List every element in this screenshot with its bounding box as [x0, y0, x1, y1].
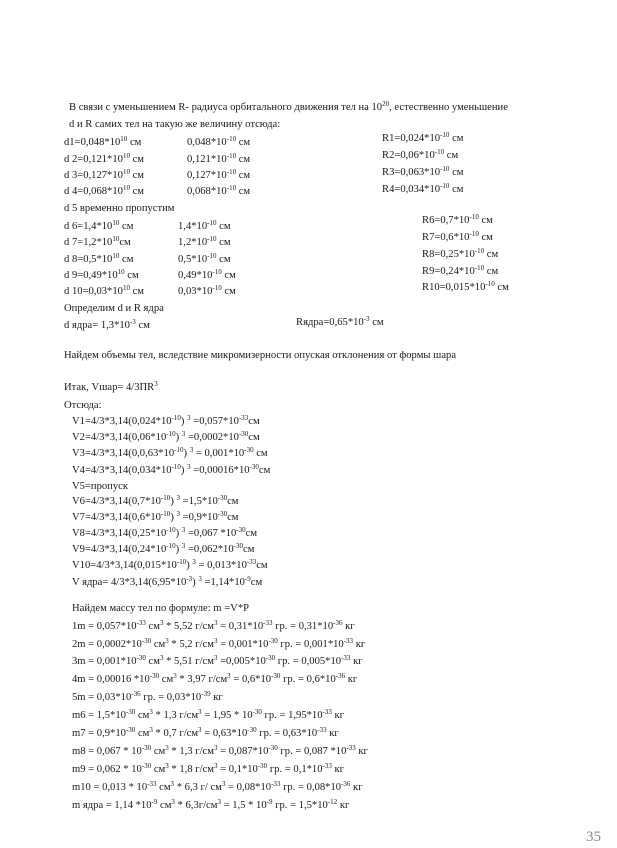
d-row-4-reduced: $0,068*10^{-10}$ см	[187, 184, 251, 197]
mass-row: $m6 = 1,5*10^{-30}$ $см^3 * 1,3$ $г/см^3 = 1,95 * 10^{-30}$ гр. = $1,95*10^{-33}$ кг	[72, 708, 345, 721]
d-row-1-reduced: $0,048*10^{-10}$ см	[187, 135, 251, 148]
volume-formula: Итак, Vшар= $4/3ПR^3$	[64, 380, 158, 393]
d-row-2: d $2=0,121*10^{10}$ см	[64, 152, 145, 165]
volume-row: $V4=4/3*3,14(0,034*10^{-10})$ $^3 =0,00016*10^{-30}см$	[72, 463, 271, 476]
volume-row: $V9=4/3*3,14(0,24*10^{-10})$ $^3 =0,062*10^{-30}см$	[72, 542, 255, 555]
d-row-7: d $7=1,2*10^{10}см$	[64, 235, 131, 248]
r-row-10: $R10=0,015*10^{-10}$ см	[422, 280, 509, 293]
d-row-3-reduced: $0,127*10^{-10}$ см	[187, 168, 251, 181]
mass-row: m ядра = 1,14 $*10^{-9}$ $см^3 * 6,3г/см^3 = 1,5 * 10^{-9}$ гр. = $1,5*10^{-12}$ кг	[72, 798, 350, 811]
r-row-4: $R4=0,034*10^{-10}$ см	[382, 182, 464, 195]
volume-heading: Найдем объемы тел, вследствие микромизерности опуская отклонения от формы шара	[64, 350, 457, 361]
d-row-2-reduced: $0,121*10^{-10}$ см	[187, 152, 251, 165]
r-row-2: $R2=0,06*10^{-10}$ см	[382, 148, 459, 161]
d-row-10: d $10=0,03*10^{10}$ см	[64, 284, 145, 297]
volume-row: $V7=4/3*3,14(0,6*10^{-10})$ $^3 =0,9*10^{-30}см$	[72, 510, 239, 523]
mass-row: $m8 = 0,067 * 10^{-30}$ $см^3 * 1,3$ $г/см^3 = 0,087*10^{-30}$ гр. = 0,087 $*10^{-33}$ кг	[72, 744, 368, 757]
d-row-8: d $8=0,5*10^{10}$ см	[64, 252, 134, 265]
r-row-7: $R7=0,6*10^{-10}$ см	[422, 230, 493, 243]
mass-row: $3m = 0,001*10^{-30}$ $см^3 * 5,51$ $г/см^3 =0,005*10^{-30}$ гр. = $0,005*10^{-33}$ кг	[72, 654, 363, 667]
mass-heading: Найдем массу тел по формуле: m =V*P	[72, 603, 250, 614]
r-row-6: $R6=0,7*10^{-10}$ см	[422, 213, 493, 226]
volume-row: $V6=4/3*3,14(0,7*10^{-10})$ $^3 =1,5*10^{-30}см$	[72, 494, 239, 507]
page-number: 35	[586, 829, 601, 845]
intro-line-2: d и R самих тел на такую же величину отсюда:	[69, 119, 281, 130]
d-row-9-reduced: $0,49*10^{-10}$ см	[178, 268, 236, 281]
nucleus-heading: Определим d и R ядра	[64, 303, 164, 314]
d-row-3: d $3=0,127*10^{10}$ см	[64, 168, 145, 181]
mass-row: $m7 = 0,9*10^{-30}$ $см^3 * 0,7$ $г/см^3 = 0,63*10^{-30}$ гр. = $0,63*10^{-33}$ кг	[72, 726, 339, 739]
mass-row: 4m = 0,00016 $*10^{-30}$ $см^3 * 3,97$ $г/см^3 = 0,6*10^{-30}$ гр. = $0,6*10^{-36}$ кг	[72, 672, 358, 685]
d-row-4: d $4=0,068*10^{10}$ см	[64, 184, 145, 197]
volume-row: V ядра= $4/3*3,14(6,95*10^{-3})$ $^3 =1,14*10^{-9}см$	[72, 575, 263, 588]
r-row-3: $R3=0,063*10^{-10}$ см	[382, 165, 464, 178]
mass-row: $m10 = 0,013 * 10^{-33}$ $см^3 * 6,3$ г/ $см^3 = 0,08*10^{-33}$ гр. = $0,08*10^{-36}$ кг	[72, 780, 363, 793]
mass-row: $2m = 0,0002*10^{-30}$ $см^3 * 5,2$ $г/см^3 = 0,001*10^{-30}$ гр. = $0,001*10^{-33}$ кг	[72, 637, 366, 650]
volume-row: V5=пропуск	[72, 481, 128, 492]
volume-row: $V1=4/3*3,14(0,024*10^{-10})$ $^3 =0,057*10^{-33}см$	[72, 414, 260, 427]
d-row-10-reduced: $0,03*10^{-10}$ см	[178, 284, 236, 297]
volume-row: $V3=4/3*3,14(0,0,63*10^{-10}) ^3 = 0,001*10^{-30}$ см	[72, 446, 268, 459]
volume-row: $V2=4/3*3,14(0,06*10^{-10})$ $^3 =0,0002*10^{-30}см$	[72, 430, 260, 443]
intro-line-1: В связи с уменьшением R- радиуса орбитального движения тел на $10^{20}$, естественно уменьшение	[69, 100, 508, 113]
d-row-1: $d1=0,048*10^{10}$ см	[64, 135, 142, 148]
d-row-7-reduced: $1,2*10^{-10}$ см	[178, 235, 231, 248]
mass-row: $5m = 0,03*10^{-36}$ гр. = $0,03*10^{-39}$ кг	[72, 690, 223, 703]
d-row-8-reduced: $0,5*10^{-10}$ см	[178, 252, 231, 265]
d-row-6-reduced: $1,4*10^{-10}$ см	[178, 219, 231, 232]
volume-row: $V10=4/3*3,14(0,015*10^{-10}) ^3 = 0,013*10^{-33}см$	[72, 558, 268, 571]
mass-row: $m9 = 0,062 * 10^{-30}$ $см^3 * 1,8$ $г/см^3 = 0,1*10^{-30}$ гр. = $0,1*10^{-33}$ кг	[72, 762, 345, 775]
r-row-8: $R8=0,25*10^{-10}$ см	[422, 247, 499, 260]
mass-row: $1m = 0,057*10^{-33}$ $см^3 * 5,52$ $г/см^3 = 0,31*10^{-33}$ гр. = $0,31*10^{-36}$ кг	[72, 619, 355, 632]
volume-hence: Отсюда:	[64, 400, 102, 411]
r-row-9: $R9=0,24*10^{-10}$ см	[422, 264, 499, 277]
nucleus-d: d ядра= $1,3*10^{-3}$ см	[64, 318, 150, 331]
volume-row: $V8=4/3*3,14(0,25*10^{-10})$ $^3$ =0,067 $*10^{-30}см$	[72, 526, 258, 539]
d-row-6: d $6=1,4*10^{10}$ см	[64, 219, 134, 232]
d5-note: d 5 временно пропустим	[64, 203, 175, 214]
nucleus-r: $Rядра=0,65*10^{-3}$ см	[296, 315, 384, 328]
d-row-9: d $9=0,49*10^{10}$ см	[64, 268, 139, 281]
r-row-1: $R1=0,024*10^{-10}$ см	[382, 131, 464, 144]
